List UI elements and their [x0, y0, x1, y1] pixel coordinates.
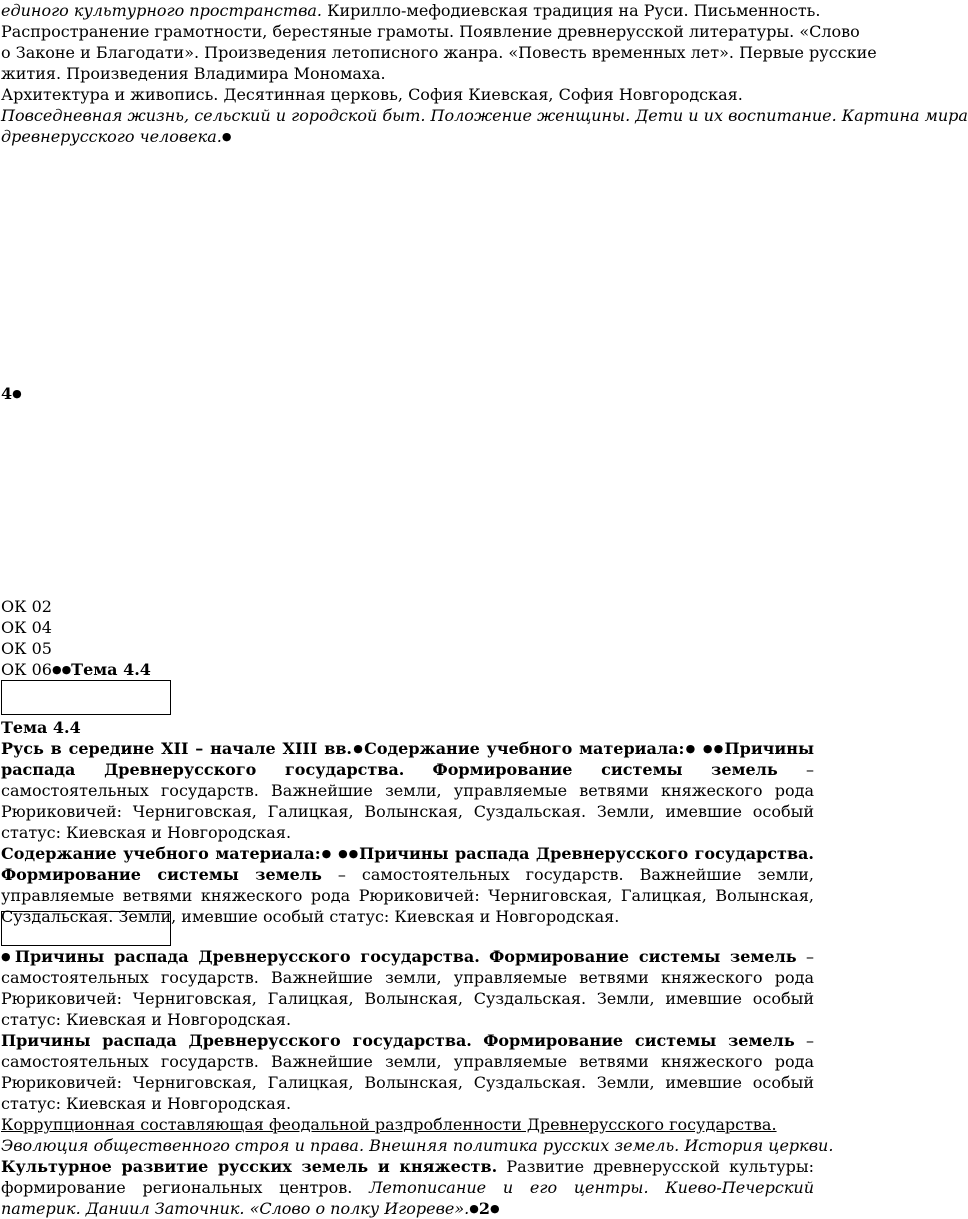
top-line-7-text: древнерусского человека. [1, 127, 222, 146]
bullet-icon: ● [61, 663, 72, 676]
topic-heading: Тема 4.4 [71, 660, 151, 679]
culture-heading: Культурное развитие русских земель и княжеств. [1, 1157, 498, 1176]
top-line-3: о Законе и Благодати». Произведения летописного жанра. «Повесть временных лет». Первые русские [1, 43, 877, 62]
bullet-icon: ● [12, 387, 22, 400]
bullet-icon: ● [352, 742, 365, 755]
bullet-icon: ● [1, 950, 15, 963]
competency-item: ОК 05 [1, 639, 52, 658]
culture-paragraph [1, 1156, 814, 1219]
competency-item: ОК 04 [1, 618, 52, 637]
bullet-icon: ● [490, 1202, 500, 1215]
formation-heading: Формирование системы земель [432, 760, 778, 779]
bullet-icon: ● [320, 847, 333, 860]
formation-text: – самостоятельных государств. Важнейшие земли, управляемые ветвями княжеского рода Рюриковичей: Черниговская, Галицкая, Волынская, Суздальская. Земли, имевшие особый статус: Киевская и Новгородская. [1, 1031, 814, 1113]
top-paragraph [1, 0, 968, 147]
competencies-list [1, 596, 814, 680]
corruption-line: Коррупционная составляющая феодальной раздробленности Древнерусского государства. [1, 1115, 777, 1134]
end-hours: 2 [478, 1199, 490, 1218]
hours-number: 4 [1, 384, 13, 403]
culture-italic-text: Летописание и его центры. Киево-Печерский патерик. Даниил Заточник. «Слово о полку Игореве». [1, 1178, 815, 1218]
formation-text: – самостоятельных государств. Важнейшие земли, управляемые ветвями княжеского рода Рюриковичей: Черниговская, Галицкая, Волынская, Суздальская. Земли, имевшие особый статус: Киевская и Новгородская. [1, 865, 815, 926]
topic-title: Русь в середине XII – начале XIII вв. [1, 739, 353, 758]
topic-paragraph-1 [1, 738, 814, 843]
competency-item-with-heading [1, 659, 814, 680]
causes-heading: Причины распада Древнерусского государства. [1, 739, 815, 779]
top-line-5: Архитектура и живопись. Десятинная церковь, София Киевская, София Новгородская. [1, 85, 743, 104]
formation-heading: Формирование системы земель [1, 865, 322, 884]
hours-value [1, 383, 814, 404]
causes-heading: Причины распада Древнерусского государства. [1, 1031, 472, 1050]
top-line-7 [1, 126, 814, 147]
formation-text: – самостоятельных государств. Важнейшие земли, управляемые ветвями княжеского рода Рюриковичей: Черниговская, Галицкая, Волынская, Суздальская. Земли, имевшие особый статус: Киевская и Новгородская. [1, 947, 814, 1029]
formation-heading: Формирование системы земель [489, 947, 797, 966]
content-paragraph-2 [1, 1030, 814, 1114]
bullet-icon: ● [702, 742, 714, 755]
competency-item: ОК 06 [1, 660, 52, 679]
content-label: Содержание учебного материала: [1, 844, 321, 863]
culture-text: Развитие древнерусской культуры: формирование региональных центров. [1, 1157, 814, 1197]
bullet-icon: ● [348, 847, 360, 860]
evolution-line: Эволюция общественного строя и права. Внешняя политика русских земель. История церкви. [1, 1136, 834, 1155]
content-paragraph-1 [1, 946, 814, 1030]
empty-cell-box [1, 680, 171, 715]
causes-heading: Причины распада Древнерусского государства. [359, 844, 814, 863]
topic-label: Тема 4.4 [1, 718, 81, 737]
bullet-icon: ● [338, 847, 349, 860]
topic-block [1, 717, 814, 927]
bullet-icon: ● [51, 663, 62, 676]
top-line-1-italic: единого культурного пространства. [1, 1, 322, 20]
bullet-icon: ● [684, 742, 697, 755]
top-line-2: Распространение грамотности, берестяные грамоты. Появление древнерусской литературы. «Слово [1, 22, 860, 41]
top-line-4: жития. Произведения Владимира Мономаха. [1, 64, 386, 83]
causes-heading: Причины распада Древнерусского государства. [14, 947, 480, 966]
bullet-icon: ● [221, 130, 232, 143]
top-line-1 [1, 0, 821, 21]
bullet-icon: ● [713, 742, 725, 755]
top-line-6: Повседневная жизнь, сельский и городской быт. Положение женщины. Дети и их воспитание. Картина мира [1, 106, 968, 125]
bullet-icon: ● [469, 1202, 479, 1215]
formation-heading: Формирование системы земель [483, 1031, 795, 1050]
competency-item: ОК 02 [1, 597, 52, 616]
content-label: Содержание учебного материала: [364, 739, 685, 758]
formation-text: – самостоятельных государств. Важнейшие земли, управляемые ветвями княжеского рода Рюриковичей: Черниговская, Галицкая, Волынская, Суздальская. Земли, имевшие особый статус: Киевская и Новгородская. [1, 760, 814, 842]
empty-cell-box [1, 911, 171, 946]
top-line-1-rest: Кирилло-мефодиевская традиция на Руси. Письменность. [322, 1, 821, 20]
content-block [1, 946, 834, 1219]
